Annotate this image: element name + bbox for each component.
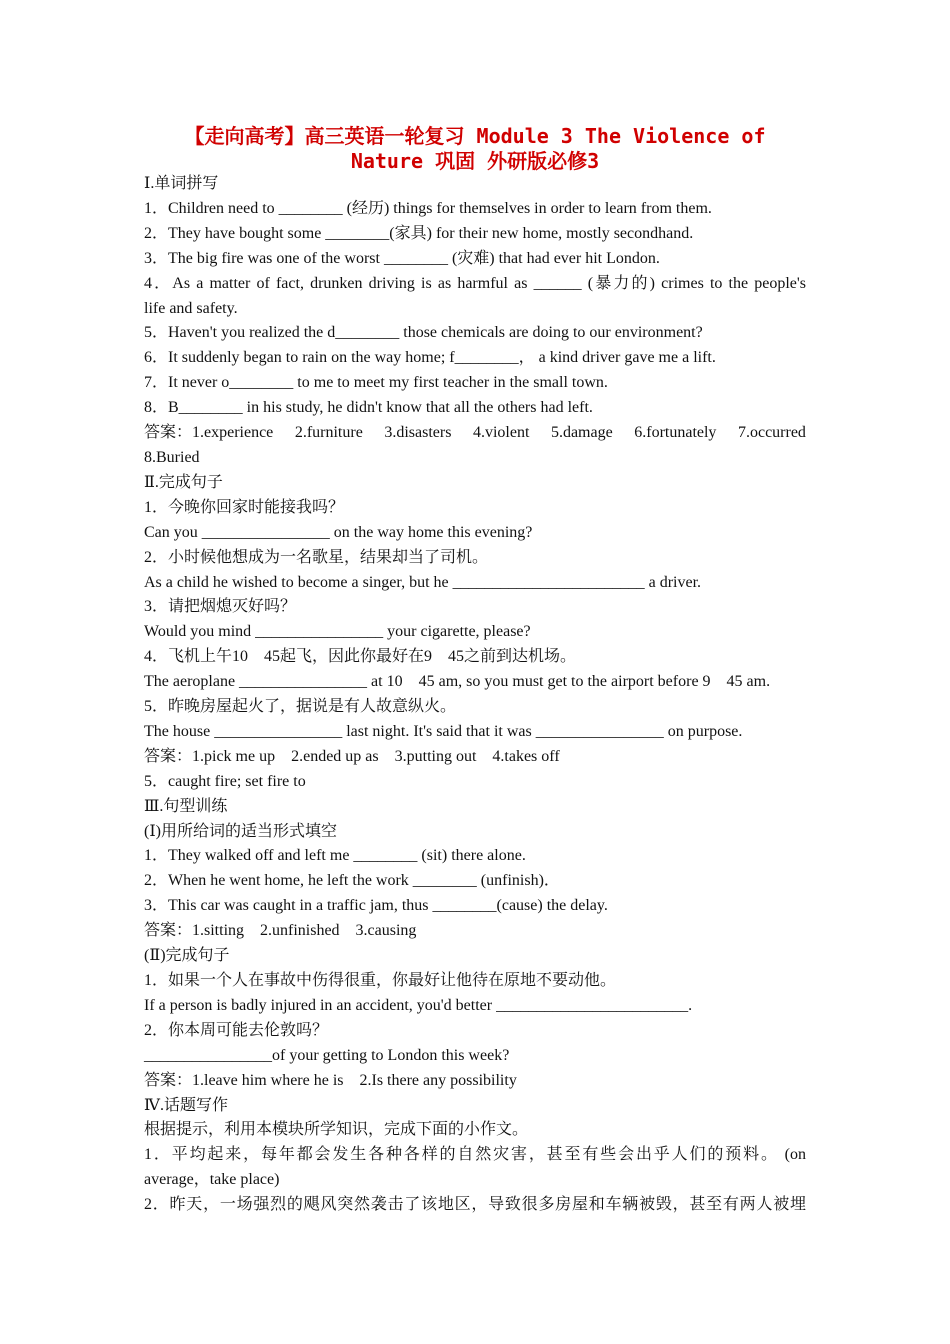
exercise-line: 4．飞机上午10 45起飞，因此你最好在9 45之前到达机场。 — [144, 648, 577, 666]
exercise-line: 3．This car was caught in a traffic jam, thus ________(cause) the delay. — [144, 897, 608, 915]
exercise-line: 5．昨晚房屋起火了，据说是有人故意纵火。 — [144, 698, 457, 716]
exercise-line: 7．It never o________ to me to meet my first teacher in the small town. — [144, 374, 608, 392]
answer-line: 答案：1.pick me up 2.ended up as 3.putting out 4.takes off — [144, 747, 560, 765]
exercise-line: average，take place) — [144, 1171, 280, 1189]
answer-item: 4.violent — [472, 424, 530, 442]
answer-item: 答案：1.experience — [144, 424, 274, 442]
document-title — [130, 124, 820, 174]
exercise-line: 3．请把烟熄灭好吗？ — [144, 598, 297, 616]
exercise-line: 8．B________ in his study, he didn't know that all the others had left. — [144, 399, 593, 417]
answer-item: 7.occurred — [737, 424, 806, 442]
answer-line: 答案：1.sitting 2.unfinished 3.causing — [144, 922, 417, 940]
exercise-line: Would you mind ________________ your cigarette, please? — [144, 623, 531, 641]
exercise-line: 3．The big fire was one of the worst ________ (灾难) that had ever hit London. — [144, 249, 660, 267]
answer-item: 2.furniture — [294, 424, 363, 442]
title-line-1: 【走向高考】高三英语一轮复习 Module 3 The Violence of — [184, 124, 766, 148]
exercise-line: 5．Haven't you realized the d________ those chemicals are doing to our environment? — [144, 324, 703, 342]
answer-line: 8.Buried — [144, 448, 200, 466]
answer-line: 答案：1.leave him where he is 2.Is there any possibility — [144, 1071, 517, 1089]
subsection-heading: (Ⅱ)完成句子 — [144, 947, 230, 965]
section-heading: Ⅰ.单词拼写 — [144, 175, 219, 192]
exercise-line: 6．It suddenly began to rain on the way home; f________， a kind driver gave me a lift. — [144, 349, 716, 367]
exercise-line: The aeroplane ________________ at 10 45 am, so you must get to the airport before 9 45 am. — [144, 673, 771, 691]
section-heading: Ⅱ.完成句子 — [144, 473, 223, 491]
section-heading: Ⅳ.话题写作 — [144, 1096, 228, 1114]
section-heading: Ⅲ.句型训练 — [144, 797, 228, 815]
answer-line: 5．caught fire; set fire to — [144, 772, 306, 790]
exercise-line: 1．如果一个人在事故中伤得很重，你最好让他待在原地不要动他。 — [144, 972, 617, 989]
exercise-line: 2．小时候他想成为一名歌星，结果却当了司机。 — [144, 548, 489, 566]
exercise-line: 2．When he went home, he left the work ________ (unfinish)． — [144, 872, 560, 890]
instruction-line: 根据提示，利用本模块所学知识，完成下面的小作文。 — [144, 1121, 529, 1139]
exercise-line: 2．你本周可能去伦敦吗？ — [144, 1021, 329, 1039]
answer-item: 5.damage — [550, 424, 613, 442]
subsection-heading: (Ⅰ)用所给词的适当形式填空 — [144, 822, 337, 840]
exercise-line: 1．平均起来，每年都会发生各种各样的自然灾害，甚至有些会出乎人们的预料。 (on — [144, 1146, 806, 1164]
document-body — [144, 172, 806, 1218]
exercise-line: Can you ________________ on the way home this evening? — [144, 523, 533, 541]
exercise-line: ________________of your getting to London this week? — [144, 1046, 510, 1064]
exercise-line: As a child he wished to become a singer, but he ________________________ a driver. — [144, 573, 702, 591]
answer-item: 6.fortunately — [634, 424, 717, 442]
title-line-2: Nature 巩固 外研版必修3 — [350, 149, 600, 173]
answer-item: 3.disasters — [384, 424, 452, 442]
exercise-line: The house ________________ last night. It's said that it was ________________ on purpose. — [144, 722, 743, 740]
exercise-line: If a person is badly injured in an accident, you'd better ________________________. — [144, 996, 693, 1014]
answer-line — [144, 421, 806, 446]
exercise-line: 1．They walked off and left me ________ (sit) there alone. — [144, 847, 526, 865]
exercise-line: life and safety. — [144, 299, 238, 317]
exercise-line: 1．今晚你回家时能接我吗？ — [144, 498, 345, 516]
exercise-line: 2．They have bought some ________(家具) for their new home, mostly secondhand. — [144, 224, 694, 242]
exercise-line: 1．Children need to ________ (经历) things for themselves in order to learn from them. — [144, 199, 712, 217]
exercise-line: 4．As a matter of fact, drunken driving is as harmful as ______ (暴力的) crimes to the people's — [144, 274, 806, 292]
exercise-line: 2．昨天，一场强烈的飓风突然袭击了该地区，导致很多房屋和车辆被毁，甚至有两人被埋 — [144, 1196, 806, 1214]
